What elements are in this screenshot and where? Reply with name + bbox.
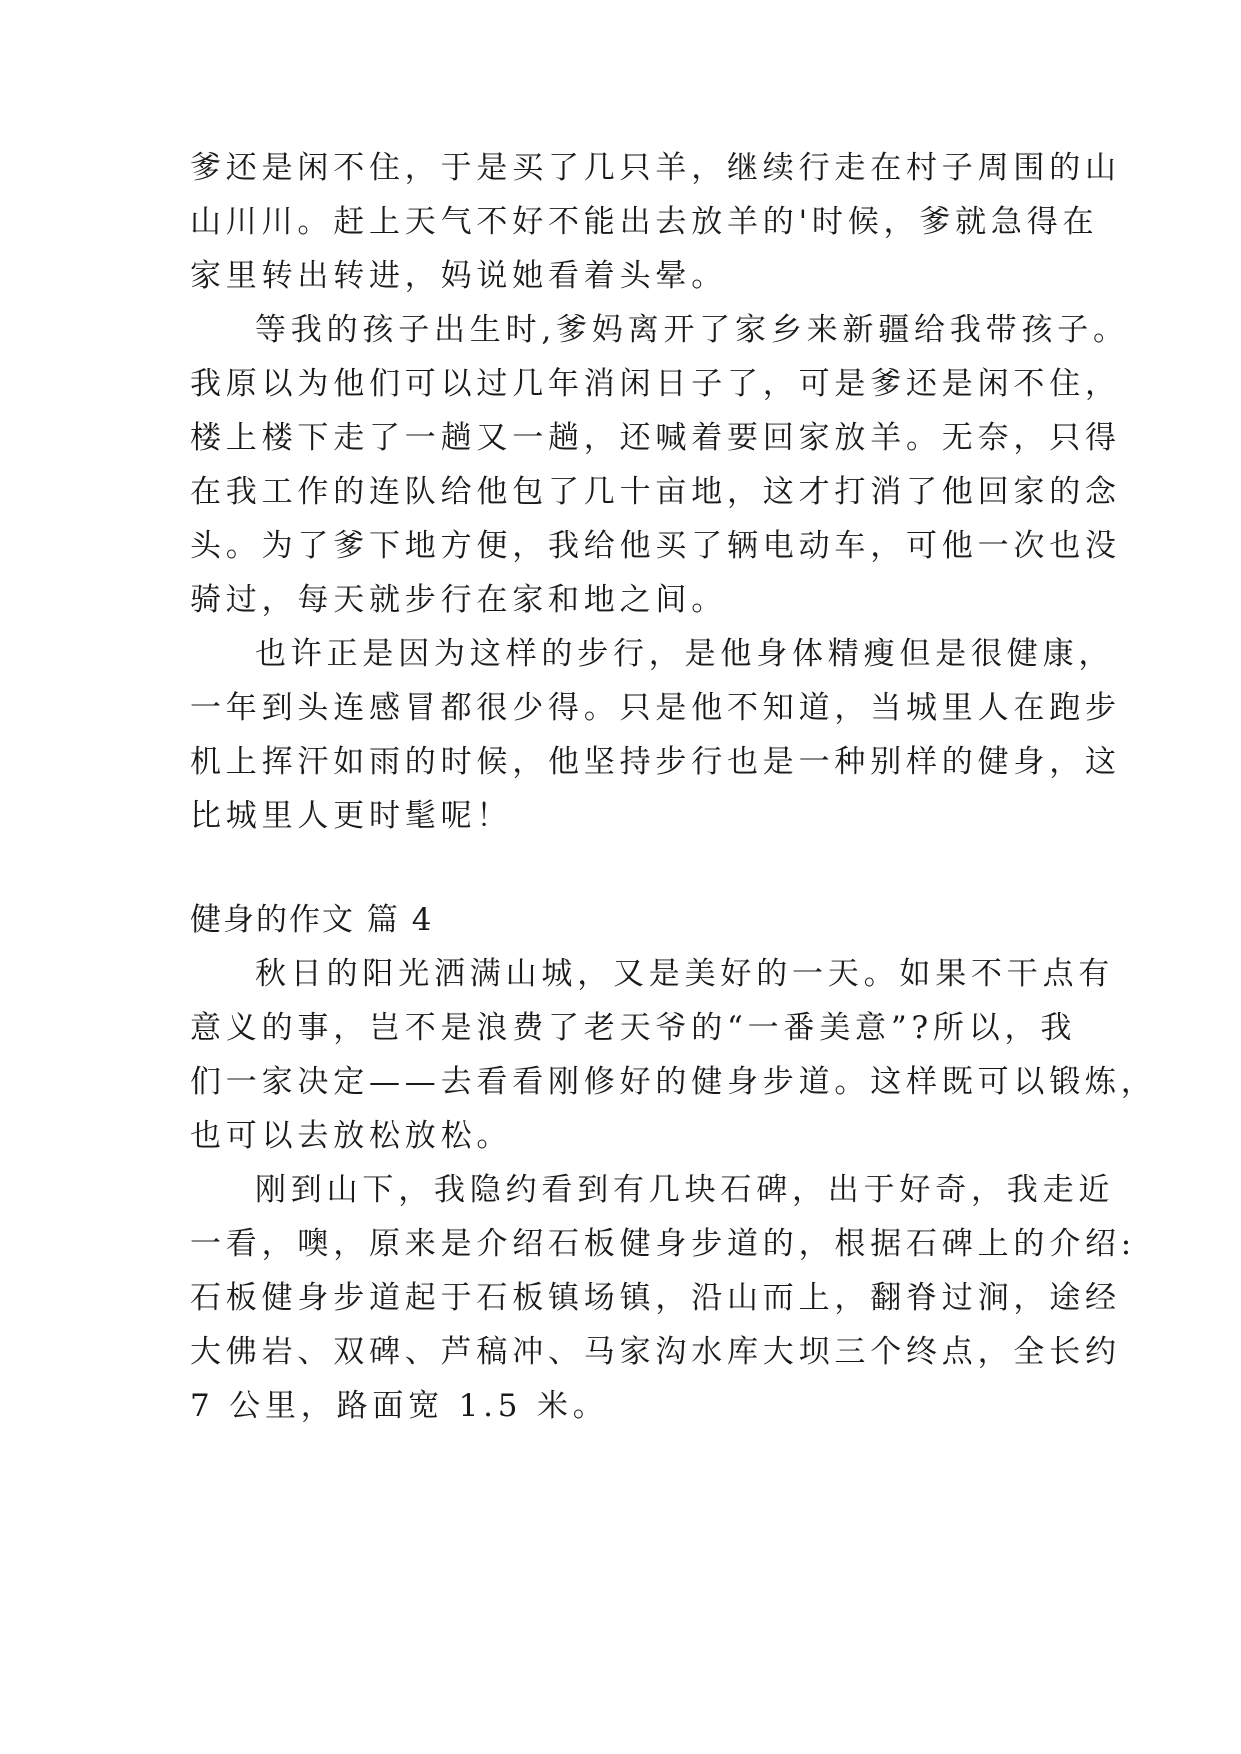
text-line: 头。为了爹下地方便，我给他买了辆电动车，可他一次也没 <box>190 528 1121 564</box>
text-line: 刚到山下，我隐约看到有几块石碑，出于好奇，我走近 <box>255 1172 1115 1208</box>
text-line: 骑过，每天就步行在家和地之间。 <box>190 582 727 618</box>
text-line: 一年到头连感冒都很少得。只是他不知道，当城里人在跑步 <box>190 690 1121 726</box>
text-line: 比城里人更时髦呢！ <box>190 798 513 834</box>
text-line: 也许正是因为这样的步行，是他身体精瘦但是很健康， <box>255 636 1115 672</box>
text-line: 石板健身步道起于石板镇场镇，沿山而上，翻脊过涧，途经 <box>190 1280 1121 1316</box>
text-line: 家里转出转进，妈说她看着头晕。 <box>190 258 727 294</box>
text-line: 7 公里，路面宽 1.5 米。 <box>190 1388 609 1424</box>
text-line: 也可以去放松放松。 <box>190 1118 513 1154</box>
text-line: 楼上楼下走了一趟又一趟，还喊着要回家放羊。无奈，只得 <box>190 420 1121 456</box>
text-line: 我原以为他们可以过几年消闲日子了，可是爹还是闲不住， <box>190 366 1121 402</box>
text-line: 意义的事，岂不是浪费了老天爷的“一番美意”?所以，我 <box>190 1010 1077 1046</box>
text-line: 在我工作的连队给他包了几十亩地，这才打消了他回家的念 <box>190 474 1121 510</box>
text-line: 山川川。赶上天气不好不能出去放羊的'时候，爹就急得在 <box>190 204 1099 240</box>
text-line: 们一家决定——去看看刚修好的健身步道。这样既可以锻炼， <box>190 1064 1157 1100</box>
text-line: 等我的孩子出生时,爹妈离开了家乡来新疆给我带孩子。 <box>255 312 1129 348</box>
text-line: 一看，噢，原来是介绍石板健身步道的，根据石碑上的介绍: <box>190 1226 1137 1262</box>
text-line: 机上挥汗如雨的时候，他坚持步行也是一种别样的健身，这 <box>190 744 1121 780</box>
text-line: 大佛岩、双碑、芦稿冲、马家沟水库大坝三个终点，全长约 <box>190 1334 1121 1370</box>
text-line: 秋日的阳光洒满山城，又是美好的一天。如果不干点有 <box>255 956 1115 992</box>
section-heading: 健身的作文 篇 4 <box>190 902 434 938</box>
text-line: 爹还是闲不住，于是买了几只羊，继续行走在村子周围的山 <box>190 150 1121 186</box>
